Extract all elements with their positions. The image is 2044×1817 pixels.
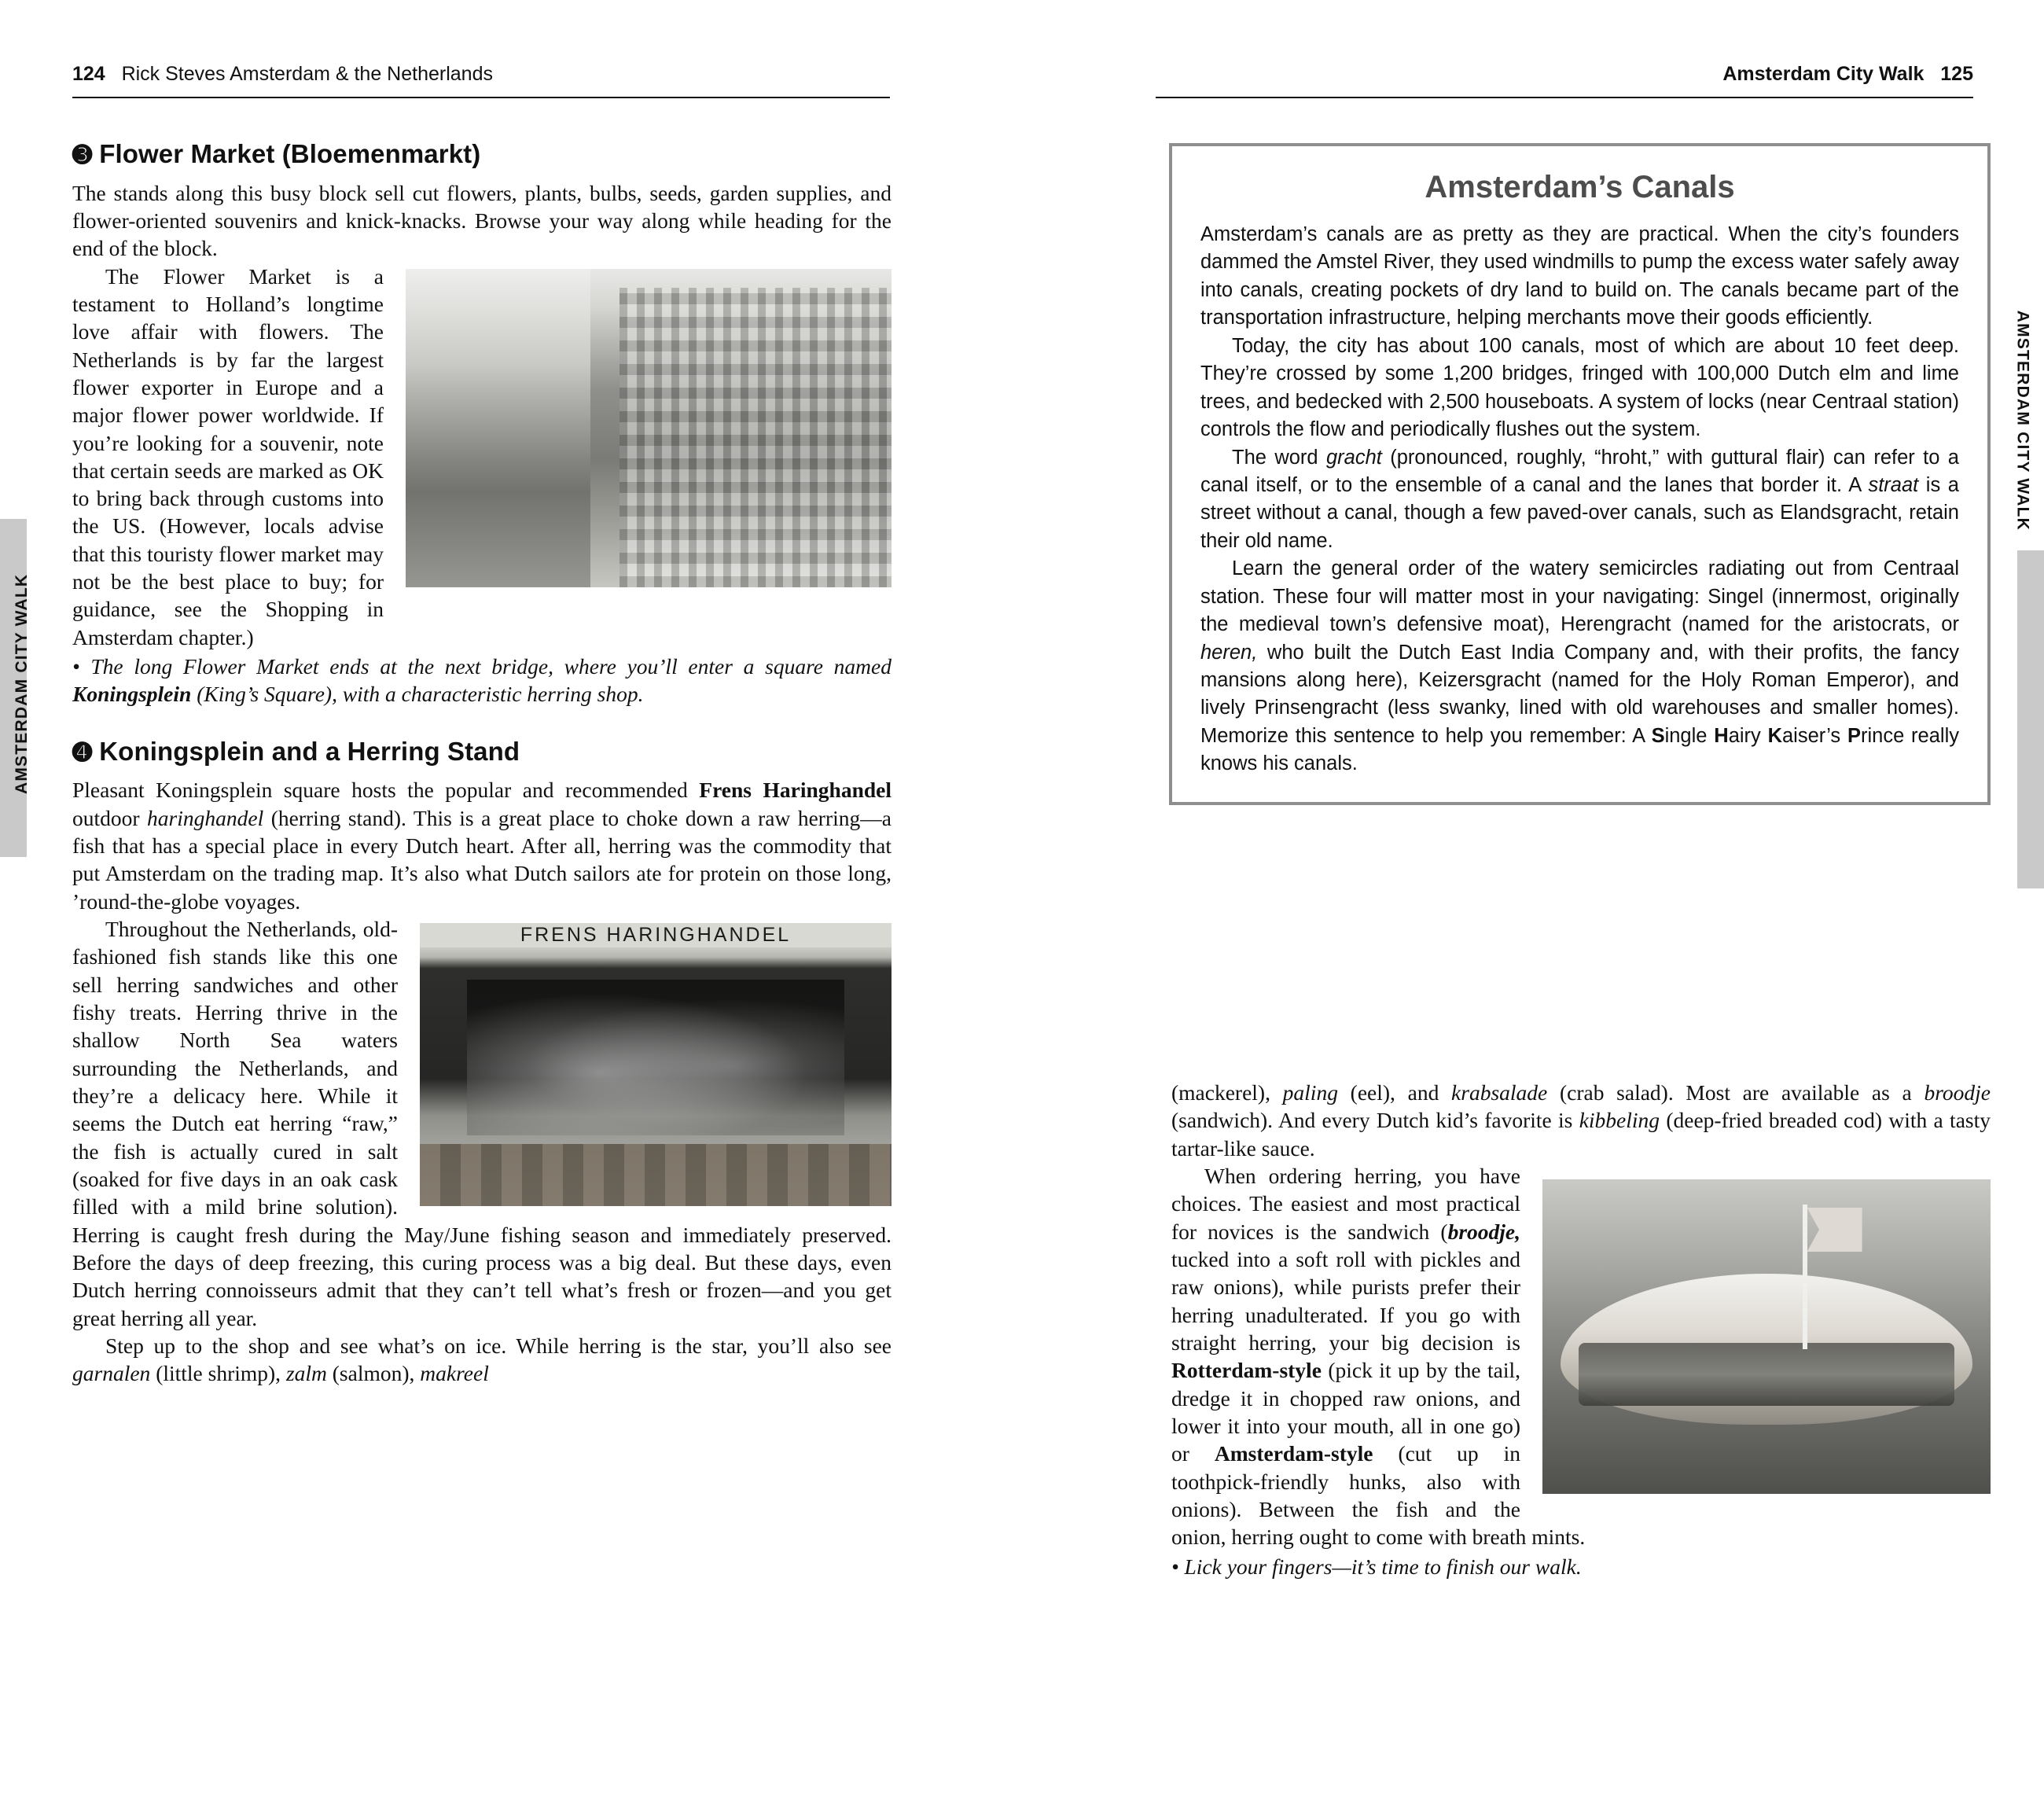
mnemonic-hairy: airy bbox=[1728, 724, 1768, 747]
herring-1-a: Pleasant Koningsplein square hosts the popular and recommended bbox=[72, 778, 700, 803]
chapter-title: Amsterdam City Walk bbox=[1722, 63, 1925, 85]
side-tab-label-left: AMSTERDAM CITY WALK bbox=[13, 573, 31, 794]
right-1-b: (eel), and bbox=[1337, 1080, 1452, 1105]
mnemonic-p: P bbox=[1847, 724, 1861, 747]
herring-1-c: (herring stand). This is a great place to choke down a raw herring—a fish that has a special place in every Dutch heart. After all, herring was the commodity that put Amsterdam on the trading map. It’s also what Dutch sailors ate for protein on those long, ’round-the-globe voyages. bbox=[72, 805, 891, 914]
flag-toothpick-icon bbox=[1803, 1205, 1807, 1349]
right-column-text bbox=[1171, 1079, 1991, 1580]
running-head-right bbox=[1722, 63, 1973, 86]
sidebar-3-a: The word bbox=[1232, 446, 1326, 469]
running-head-left bbox=[72, 63, 493, 86]
flower-market-photo bbox=[406, 269, 891, 587]
mnemonic-s: S bbox=[1651, 724, 1665, 747]
paragraph-flower-1: The stands along this busy block sell cut flowers, plants, bulbs, seeds, garden supplies, and flower-oriented souvenirs and knick-knacks. Browse your way along while heading for the end of the block. bbox=[72, 180, 891, 261]
side-tab-label-right: AMSTERDAM CITY WALK bbox=[2013, 310, 2031, 531]
mnemonic-kaisers: aiser’s bbox=[1782, 724, 1847, 747]
paragraph-flower-2: The Flower Market is a testament to Holland’s longtime love affair with flowers. The Netherlands is by far the largest flower exporter in Europe and a major flower power worldwide. If you’re looking for a souvenir, note that certain seeds are marked as OK to bring back through customs into the US. (However, locals advise that this touristy flower market may not be the best place to buy; for guidance, see the Shopping in Amsterdam chapter.) bbox=[72, 263, 384, 649]
side-tab-right bbox=[2017, 550, 2044, 888]
sidebar-amsterdams-canals bbox=[1169, 143, 1991, 805]
paragraph-right-1 bbox=[1171, 1079, 1991, 1162]
sidebar-title: Amsterdam’s Canals bbox=[1425, 170, 1735, 204]
term-krabsalade: krabsalade bbox=[1451, 1080, 1548, 1105]
term-rotterdam-style: Rotterdam-style bbox=[1171, 1358, 1322, 1383]
section-number-14: ➍ bbox=[72, 739, 93, 766]
book-title: Rick Steves Amsterdam & the Netherlands bbox=[121, 63, 493, 85]
sidebar-paragraph-1: Amsterdam’s canals are as pretty as they are practical. When the city’s founders dammed the Amstel River, they used windmills to pump the excess water safely away into canals, creating pockets of dry land to build on. The canals became part of the transportation infrastructure, helping merchants move their goods efficiently. bbox=[1200, 223, 1959, 329]
herring-sandwich-photo bbox=[1542, 1179, 1991, 1494]
bullet-flower-post: (King’s Square), with a characteristic herring shop. bbox=[191, 682, 644, 707]
right-1-c: (crab salad). Most are available as a bbox=[1547, 1080, 1925, 1105]
header-rule-right bbox=[1156, 97, 1973, 98]
flower-market-photo-image bbox=[406, 269, 891, 587]
sidebar-term-straat: straat bbox=[1868, 473, 1919, 496]
bullet-flower-place: Koningsplein bbox=[72, 682, 192, 707]
sidebar-term-heren: heren, bbox=[1200, 641, 1258, 664]
right-1-d: (sandwich). And every Dutch kid’s favorite is bbox=[1171, 1108, 1579, 1133]
section-number-13: ➌ bbox=[72, 142, 93, 168]
sidebar-paragraph-2: Today, the city has about 100 canals, most of which are about 10 feet deep. They’re crossed by some 1,200 bridges, fringed with 100,000 Dutch elm and lime trees, and bedecked with 2,500 houseboats. A system of locks (near Centraal station) controls the flow and periodically flushes out the system. bbox=[1200, 334, 1959, 441]
herring-3-a: Step up to the shop and see what’s on ice. While herring is the star, you’ll also see bbox=[105, 1333, 891, 1358]
herring-3-i3: makreel bbox=[420, 1361, 489, 1386]
folio-left: 124 bbox=[72, 63, 105, 85]
mnemonic-h: H bbox=[1714, 724, 1729, 747]
paragraph-herring-2: Throughout the Netherlands, old-fashioned fish stands like this one sell herring sandwiches and other fishy treats. Herring thrive in the shallow North Sea waters surrounding the Netherlands, and they’re a delicacy here. While it seems the Dutch eat herring “raw,” the fish is actually cured in salt (soaked for five days in an oak cask filled with a mild brine solution). Herring is caught fresh during the May/June fishing season and immediately preserved. Before the days of deep freezing, this curing process was a big deal. But these days, even Dutch herring connoisseurs admit that they can’t tell what’s fresh or frozen—and you get great herring all year. bbox=[72, 916, 891, 1330]
header-rule-left bbox=[72, 97, 890, 98]
right-1-a: (mackerel), bbox=[1171, 1080, 1283, 1105]
herring-stand-sign: FRENS HARINGHANDEL bbox=[420, 923, 891, 947]
term-kibbeling: kibbeling bbox=[1579, 1108, 1660, 1133]
herring-sandwich-photo-image bbox=[1542, 1179, 1991, 1494]
sidebar-paragraph-3 bbox=[1200, 444, 1959, 556]
herring-3-i1: garnalen bbox=[72, 1361, 151, 1386]
right-2-a: When ordering herring, you have choices. The easiest and most practical for novices is the sandwich ( bbox=[1171, 1163, 1520, 1244]
bullet-flower-market bbox=[72, 653, 891, 708]
mnemonic-single: ingle bbox=[1664, 724, 1715, 747]
right-2-c: (pick it up by the tail, dredge it in chopped raw onions, and lower it into your mouth, all in one go) or bbox=[1171, 1358, 1520, 1466]
term-amsterdam-style: Amsterdam-style bbox=[1214, 1441, 1373, 1466]
heading-flower-market bbox=[72, 138, 891, 171]
herring-3-i2: zalm bbox=[285, 1361, 327, 1386]
herring-stand-name: Frens Haringhandel bbox=[699, 778, 892, 803]
term-paling: paling bbox=[1282, 1080, 1338, 1105]
sidebar-term-gracht: gracht bbox=[1325, 446, 1382, 469]
herring-3-b: (little shrimp), bbox=[150, 1361, 286, 1386]
heading-koningsplein-label: Koningsplein and a Herring Stand bbox=[99, 736, 520, 766]
herring-3-c: (salmon), bbox=[326, 1361, 421, 1386]
sidebar-paragraph-4 bbox=[1200, 555, 1959, 778]
sidebar-4-b: who built the Dutch East India Company and, with their profits, the fancy mansions along here), Keizersgracht (named for the Holy Roman Emperor), and lively Prinsengracht (less swanky, lined with old warehouses and smaller homes). Memorize this sentence to help you remember: A bbox=[1200, 641, 1959, 747]
herring-stand-photo-image bbox=[420, 923, 891, 1206]
herring-stand-photo bbox=[420, 923, 891, 1206]
folio-right: 125 bbox=[1940, 63, 1973, 85]
term-broodje: broodje bbox=[1924, 1080, 1991, 1105]
heading-flower-market-label: Flower Market (Bloemenmarkt) bbox=[99, 139, 481, 168]
mnemonic-prince: rince really knows his canals. bbox=[1200, 724, 1959, 775]
right-2-b: tucked into a soft roll with pickles and raw onions), while purists prefer their herring unadulterated. If you go with straight herring, your big decision is bbox=[1171, 1246, 1520, 1355]
bullet-flower-pre: • The long Flower Market ends at the next bridge, where you’ll enter a square named bbox=[72, 654, 891, 679]
paragraph-herring-1 bbox=[72, 776, 891, 915]
left-column-text bbox=[72, 138, 891, 1388]
right-2-d: (cut up in toothpick-friendly hunks, also with onions). Between the fish and the onion, herring ought to come with breath mints. bbox=[1171, 1441, 1586, 1550]
mnemonic-k: K bbox=[1767, 724, 1782, 747]
sidebar-3-b: (pronounced, roughly, “hroht,” with guttural flair) can refer to a canal itself, or to the ensemble of a canal and the lanes that border it. A bbox=[1200, 446, 1959, 496]
right-1-e: (deep-fried breaded cod) with a tasty tartar-like sauce. bbox=[1171, 1108, 1991, 1160]
paragraph-herring-3 bbox=[72, 1332, 891, 1388]
heading-koningsplein bbox=[72, 735, 891, 769]
bullet-finish-walk: • Lick your fingers—it’s time to finish our walk. bbox=[1171, 1554, 1582, 1579]
sidebar-4-a: Learn the general order of the watery semicircles radiating out from Centraal station. These four will matter most in your navigating: Singel (innermost, originally the medieval town’s defensive moat), Herengracht (named for the aristocrats, or bbox=[1200, 557, 1959, 636]
sidebar-3-c: is a street without a canal, though a few paved-over canals, such as Elandsgracht, retain their old name. bbox=[1200, 473, 1959, 552]
herring-1-b: outdoor bbox=[72, 805, 148, 830]
term-broodje-bold: broodje, bbox=[1447, 1219, 1520, 1244]
herring-1-italic: haringhandel bbox=[147, 805, 264, 830]
